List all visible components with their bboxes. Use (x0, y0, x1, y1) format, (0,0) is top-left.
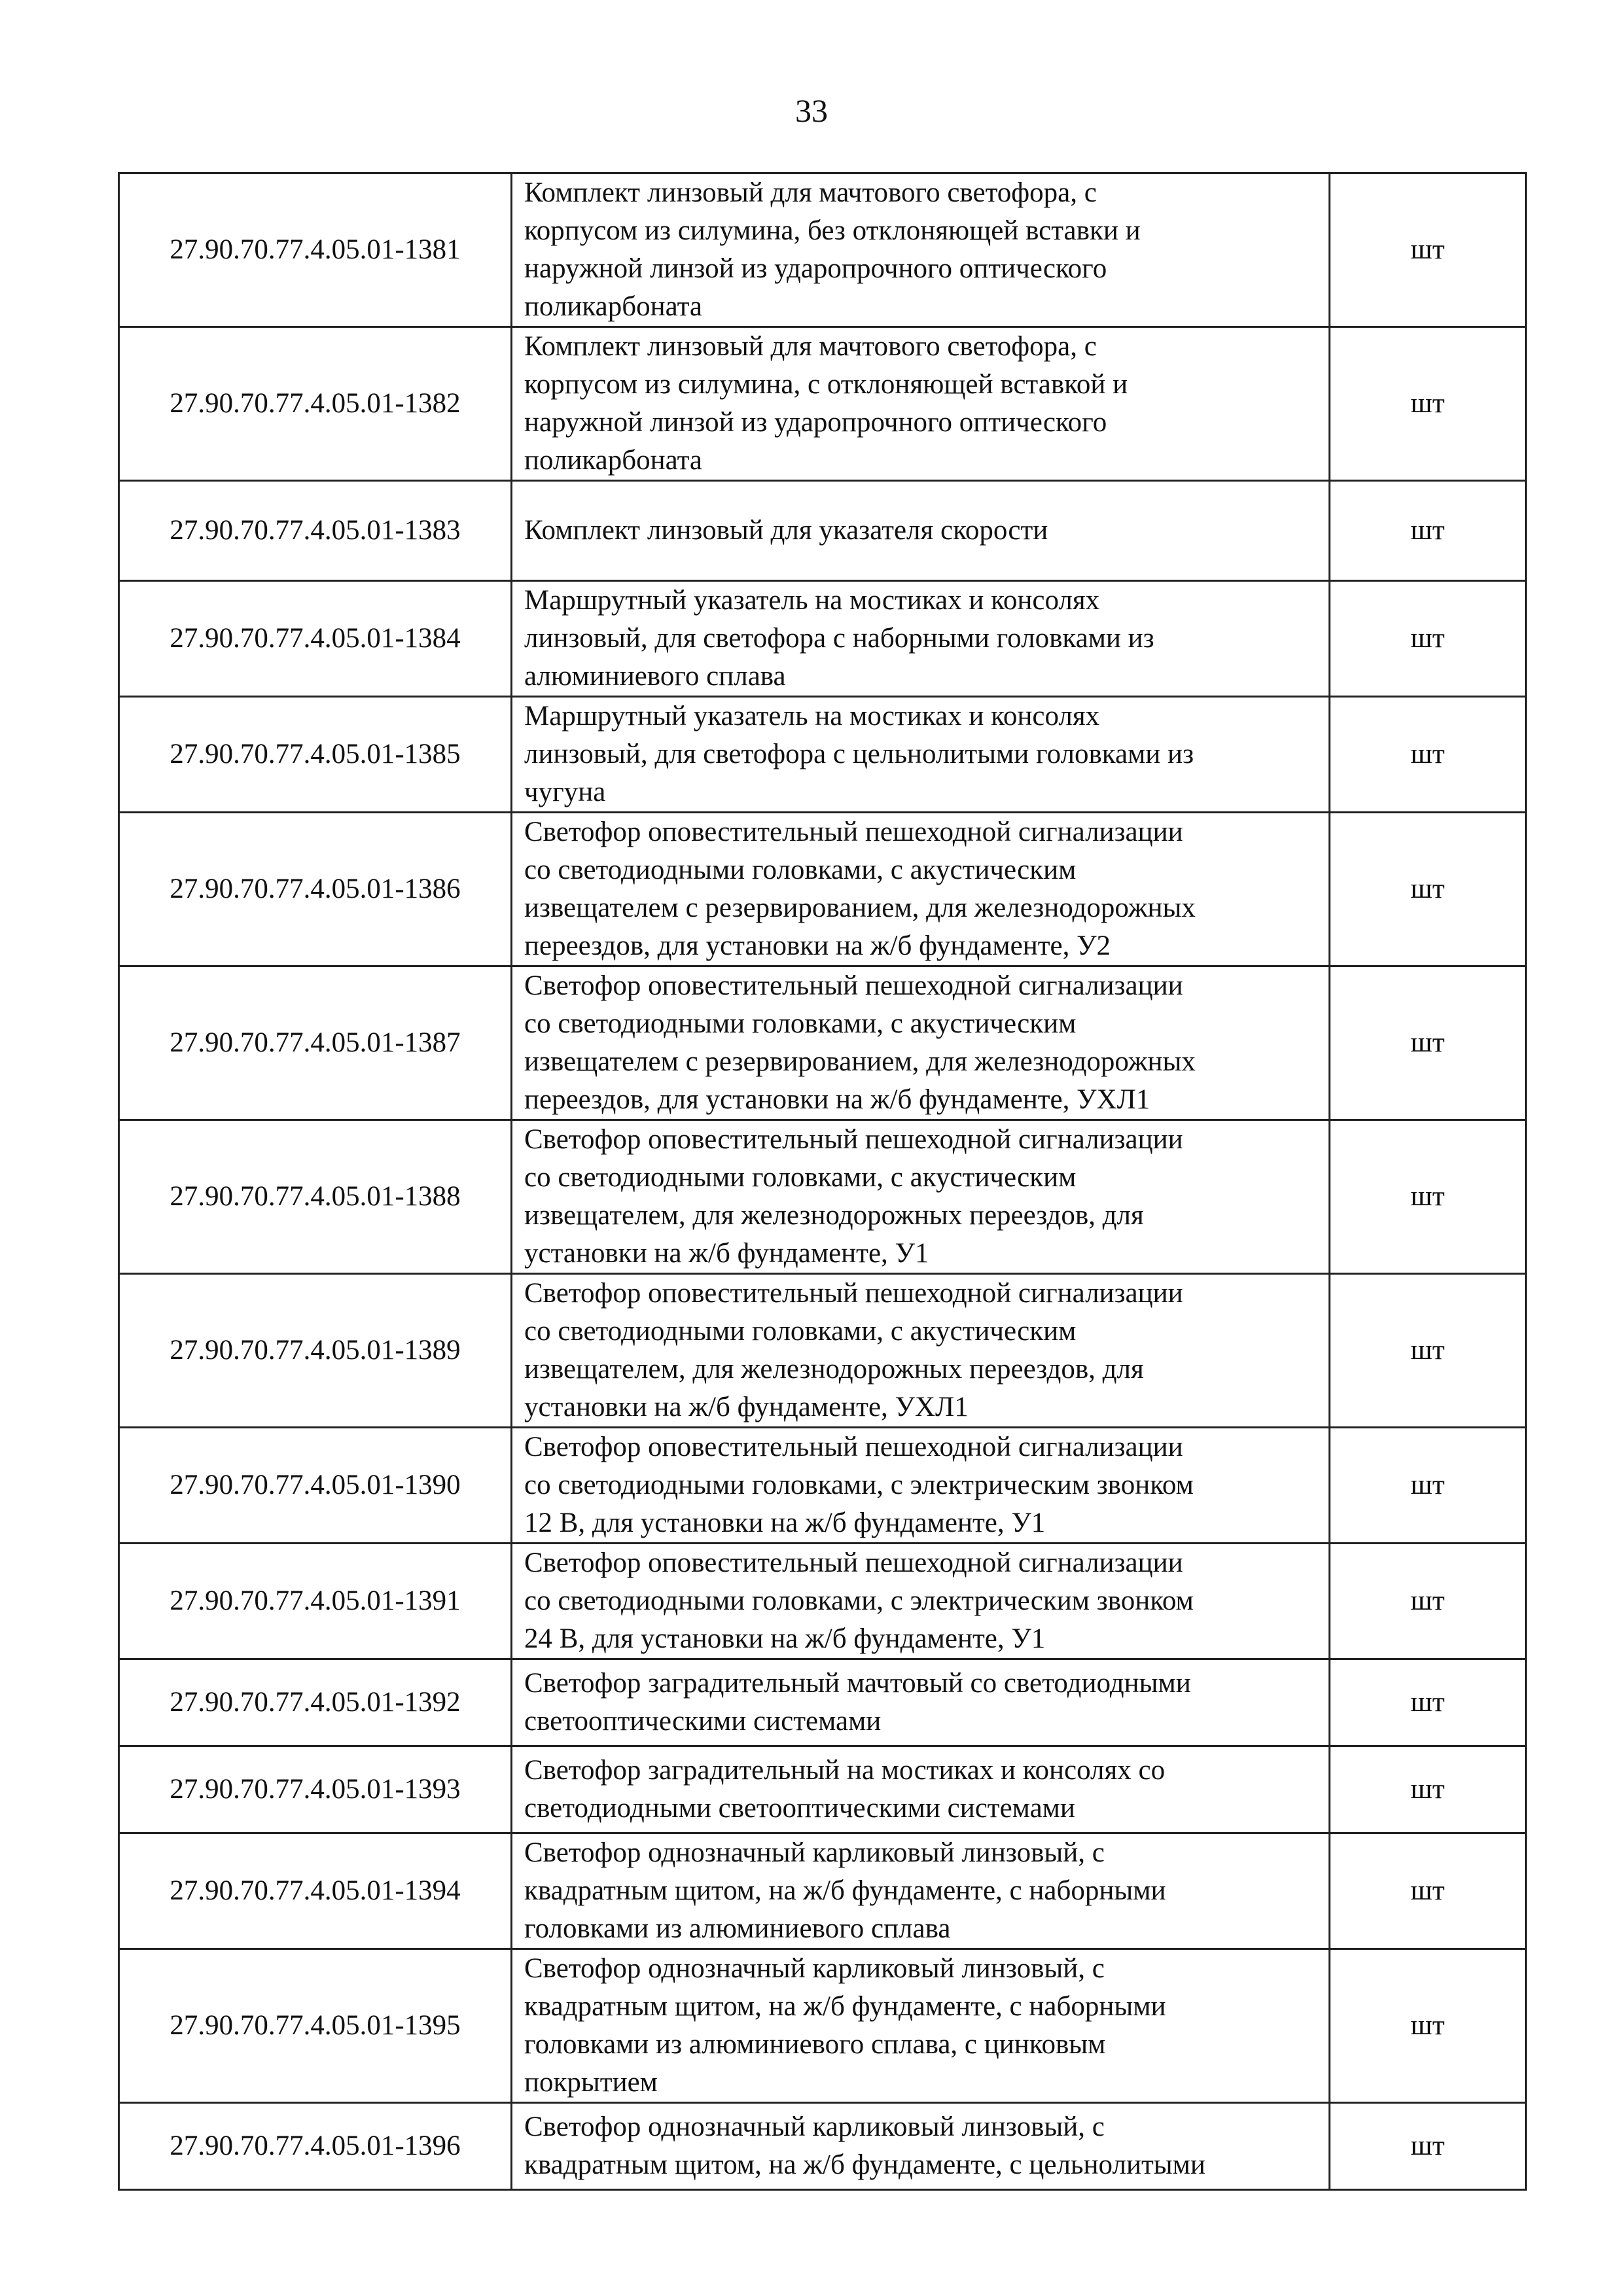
item-code: 27.90.70.77.4.05.01-1383 (119, 481, 512, 581)
description-line: Комплект линзовый для мачтового светофора, с (524, 177, 1097, 208)
description-line: Светофор заградительный мачтовый со светодиодными (524, 1668, 1191, 1699)
description-line: Светофор однозначный карликовый линзовый, с (524, 2111, 1105, 2142)
description-line: Светофор оповестительный пешеходной сигнализации (524, 1278, 1183, 1309)
item-description (512, 966, 1330, 1120)
description-line: головками из алюминиевого сплава (524, 1913, 951, 1944)
item-code: 27.90.70.77.4.05.01-1382 (119, 327, 512, 481)
item-unit: шт (1330, 1746, 1526, 1833)
item-unit: шт (1330, 1833, 1526, 1949)
table-row (119, 2103, 1526, 2190)
table-row (119, 1120, 1526, 1274)
table-row (119, 481, 1526, 581)
table-row (119, 1428, 1526, 1544)
description-line: чугуна (524, 777, 606, 807)
description-line: корпусом из силумина, с отклоняющей вставкой и (524, 369, 1128, 400)
item-description (512, 1274, 1330, 1428)
item-code: 27.90.70.77.4.05.01-1387 (119, 966, 512, 1120)
item-unit: шт (1330, 697, 1526, 813)
description-line: линзовый, для светофора с цельнолитыми головками из (524, 739, 1194, 769)
description-line: головками из алюминиевого сплава, с цинковым (524, 2029, 1106, 2060)
table-row (119, 1544, 1526, 1659)
item-unit: шт (1330, 1274, 1526, 1428)
item-description (512, 327, 1330, 481)
table-row (119, 173, 1526, 327)
description-line: Светофор оповестительный пешеходной сигнализации (524, 1124, 1183, 1155)
item-description (512, 581, 1330, 697)
item-unit: шт (1330, 1428, 1526, 1544)
description-line: извещателем с резервированием, для железнодорожных (524, 1046, 1196, 1077)
description-line: корпусом из силумина, без отклоняющей вставки и (524, 215, 1141, 246)
description-line: установки на ж/б фундаменте, У1 (524, 1238, 929, 1269)
description-line: Комплект линзовый для мачтового светофора, с (524, 331, 1097, 362)
description-line: квадратным щитом, на ж/б фундаменте, с наборными (524, 1991, 1166, 2022)
item-code: 27.90.70.77.4.05.01-1384 (119, 581, 512, 697)
item-description (512, 1833, 1330, 1949)
item-unit: шт (1330, 966, 1526, 1120)
description-line: извещателем с резервированием, для железнодорожных (524, 892, 1196, 923)
item-description (512, 481, 1330, 581)
description-line: со светодиодными головками, с акустическим (524, 1008, 1077, 1039)
description-line: поликарбоната (524, 291, 703, 322)
table-row (119, 813, 1526, 966)
page-number: 33 (795, 92, 828, 129)
item-unit: шт (1330, 813, 1526, 966)
description-line: установки на ж/б фундаменте, УХЛ1 (524, 1392, 969, 1422)
item-unit: шт (1330, 481, 1526, 581)
item-unit: шт (1330, 1949, 1526, 2103)
description-line: со светодиодными головками, с акустическим (524, 855, 1077, 885)
description-line: извещателем, для железнодорожных переездов, для (524, 1200, 1144, 1231)
item-description (512, 813, 1330, 966)
item-description (512, 1120, 1330, 1274)
description-line: переездов, для установки на ж/б фундаменте, У2 (524, 930, 1111, 961)
description-line: Светофор заградительный на мостиках и консолях со (524, 1755, 1166, 1786)
table-body (119, 173, 1526, 2190)
table-row (119, 327, 1526, 481)
item-code: 27.90.70.77.4.05.01-1395 (119, 1949, 512, 2103)
table-row (119, 966, 1526, 1120)
item-code: 27.90.70.77.4.05.01-1386 (119, 813, 512, 966)
description-line: переездов, для установки на ж/б фундаменте, УХЛ1 (524, 1084, 1150, 1115)
description-line: Светофор оповестительный пешеходной сигнализации (524, 970, 1183, 1001)
description-line: квадратным щитом, на ж/б фундаменте, с цельнолитыми (524, 2149, 1205, 2180)
description-line: линзовый, для светофора с наборными головками из (524, 623, 1154, 654)
description-line: со светодиодными головками, с акустическим (524, 1316, 1077, 1347)
table-row (119, 1746, 1526, 1833)
item-description (512, 1544, 1330, 1659)
description-line: покрытием (524, 2067, 658, 2098)
description-line: Светофор однозначный карликовый линзовый, с (524, 1953, 1105, 1984)
description-line: 24 В, для установки на ж/б фундаменте, У1 (524, 1623, 1046, 1654)
description-line: светодиодными светооптическими системами (524, 1793, 1075, 1824)
description-line: Маршрутный указатель на мостиках и консолях (524, 585, 1100, 616)
description-line: наружной линзой из ударопрочного оптического (524, 253, 1107, 284)
item-unit: шт (1330, 1120, 1526, 1274)
item-description (512, 1659, 1330, 1746)
description-line: квадратным щитом, на ж/б фундаменте, с наборными (524, 1875, 1166, 1906)
description-line: Светофор оповестительный пешеходной сигнализации (524, 1432, 1183, 1462)
item-code: 27.90.70.77.4.05.01-1389 (119, 1274, 512, 1428)
description-line: алюминиевого сплава (524, 661, 786, 692)
item-unit: шт (1330, 1659, 1526, 1746)
item-description (512, 173, 1330, 327)
description-line: поликарбоната (524, 445, 703, 476)
item-unit: шт (1330, 1544, 1526, 1659)
catalog-table (118, 172, 1527, 2191)
item-description (512, 1746, 1330, 1833)
description-line: Светофор однозначный карликовый линзовый, с (524, 1837, 1105, 1868)
item-description (512, 1428, 1330, 1544)
item-description (512, 2103, 1330, 2190)
item-code: 27.90.70.77.4.05.01-1381 (119, 173, 512, 327)
item-description (512, 1949, 1330, 2103)
description-line: Маршрутный указатель на мостиках и консолях (524, 701, 1100, 732)
description-line: Светофор оповестительный пешеходной сигнализации (524, 1547, 1183, 1578)
item-description (512, 697, 1330, 813)
item-code: 27.90.70.77.4.05.01-1392 (119, 1659, 512, 1746)
item-unit: шт (1330, 2103, 1526, 2190)
description-line: со светодиодными головками, с электрическим звонком (524, 1470, 1194, 1500)
item-code: 27.90.70.77.4.05.01-1388 (119, 1120, 512, 1274)
item-code: 27.90.70.77.4.05.01-1393 (119, 1746, 512, 1833)
item-code: 27.90.70.77.4.05.01-1391 (119, 1544, 512, 1659)
table-row (119, 697, 1526, 813)
description-line: извещателем, для железнодорожных переездов, для (524, 1354, 1144, 1385)
table-row (119, 581, 1526, 697)
item-code: 27.90.70.77.4.05.01-1390 (119, 1428, 512, 1544)
item-unit: шт (1330, 173, 1526, 327)
item-code: 27.90.70.77.4.05.01-1385 (119, 697, 512, 813)
item-code: 27.90.70.77.4.05.01-1394 (119, 1833, 512, 1949)
table-row (119, 1274, 1526, 1428)
description-line: со светодиодными головками, с электрическим звонком (524, 1585, 1194, 1616)
item-unit: шт (1330, 327, 1526, 481)
description-line: наружной линзой из ударопрочного оптического (524, 407, 1107, 438)
item-code: 27.90.70.77.4.05.01-1396 (119, 2103, 512, 2190)
description-line: со светодиодными головками, с акустическим (524, 1162, 1077, 1193)
item-unit: шт (1330, 581, 1526, 697)
description-line: Комплект линзовый для указателя скорости (524, 515, 1048, 546)
table-row (119, 1833, 1526, 1949)
description-line: Светофор оповестительный пешеходной сигнализации (524, 817, 1183, 847)
table-row (119, 1949, 1526, 2103)
description-line: 12 В, для установки на ж/б фундаменте, У1 (524, 1508, 1046, 1538)
description-line: светооптическими системами (524, 1706, 882, 1737)
table-row (119, 1659, 1526, 1746)
